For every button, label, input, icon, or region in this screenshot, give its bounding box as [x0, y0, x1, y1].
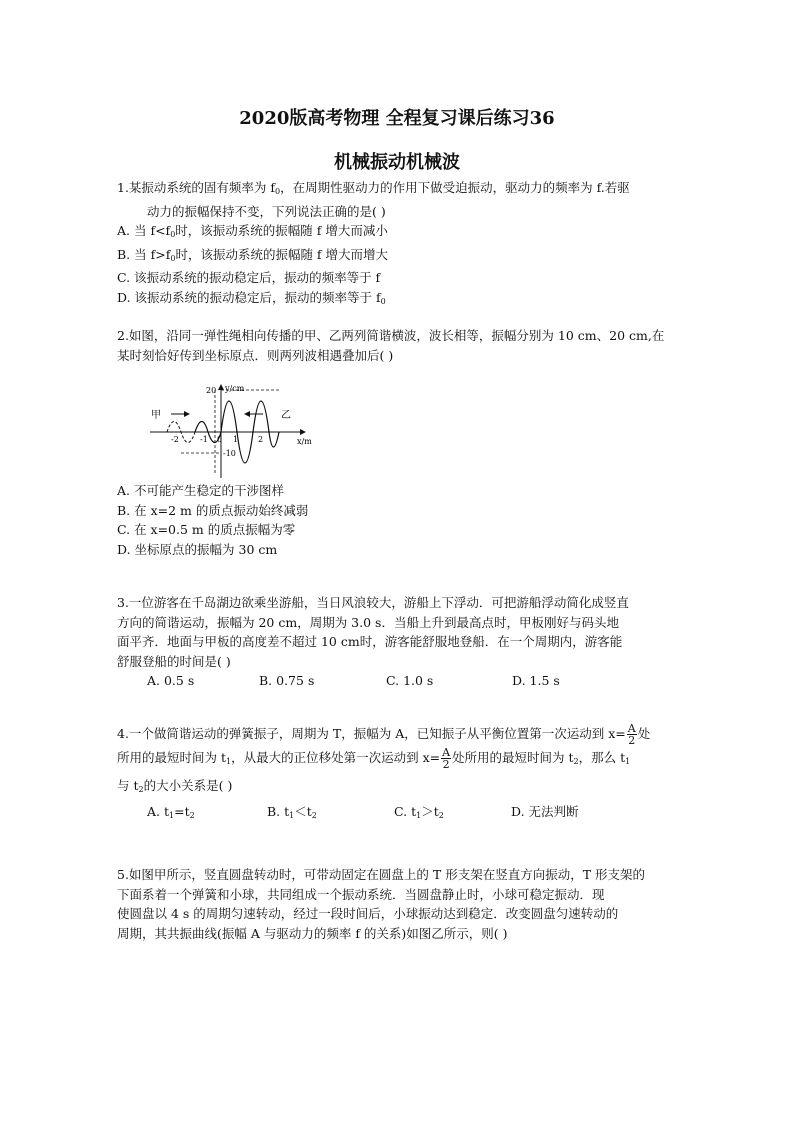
question-4-stem-line1: 4.一个做简谐运动的弹簧振子，周期为 T，振幅为 A，已知振子从平衡位置第一次运动到 x= $\frac{A}{2}$ 处	[117, 722, 651, 747]
question-2-options	[117, 481, 702, 559]
question-4	[117, 722, 702, 826]
question-5-stem-line1: 5.如图甲所示，竖直圆盘转动时，可带动固定在圆盘上的 T 形支架在竖直方向振动，T 形支架的	[117, 867, 646, 882]
question-2	[117, 326, 702, 365]
page-subtitle: 机械振动机械波	[334, 152, 460, 173]
page-title: 2020版高考物理 全程复习课后练习36	[239, 108, 555, 129]
wave-jia-label: 甲	[151, 410, 161, 421]
question-1-option-b: B. 当 $f>f_0$时，该振动系统的振幅随 f 增大而增大	[117, 246, 389, 263]
question-4-stem-line2: 所用的最短时间为 $t_1$，从最大的正位移处第一次运动到 x= $\frac{A}{2}$ 处所用的最短时间为 $t_2$，那么 $t_1$	[117, 746, 631, 771]
wave-figure	[145, 382, 325, 482]
question-3-stem-line3: 面平齐．地面与甲板的高度差不超过 10 cm时，游客能舒服地登船．在一个周期内，游客能	[117, 634, 623, 649]
fraction-a-over-2-second: $\frac{A}{2}$	[442, 746, 451, 771]
question-1-option-a: A. 当 $f<f_0$时，该振动系统的振幅随 f 增大而减小	[117, 223, 388, 239]
wave-yi-label: 乙	[281, 410, 291, 421]
question-4-option-b: B. $t_1<t_2$	[267, 804, 317, 820]
question-5	[117, 865, 702, 943]
question-5-stem-line4: 周期，其共振曲线(振幅 A 与驱动力的频率 f 的关系)如图乙所示，则( )	[117, 925, 508, 941]
question-1-stem: 1.某振动系统的固有频率为 $f_0$，在周期性驱动力的作用下做受迫振动，驱动力的频率为 f.若驱	[117, 180, 630, 196]
question-4-option-a: A. $t_1=t_2$	[147, 804, 195, 820]
question-1-option-c: C. 该振动系统的振动稳定后，振动的频率等于 f	[117, 270, 381, 285]
question-1-stem-line2: 动力的振幅保持不变，下列说法正确的是( )	[147, 203, 386, 219]
question-4-options	[147, 802, 702, 826]
question-2-stem-line2: 某时刻恰好传到坐标原点．则两列波相遇叠加后( )	[117, 347, 394, 363]
x-tick-minus1: -1	[200, 435, 208, 444]
fraction-a-over-2: $\frac{A}{2}$	[627, 722, 636, 747]
question-3-options	[147, 671, 702, 691]
question-1-option-d: D. 该振动系统的振动稳定后，振动的频率等于 $f_0$	[117, 289, 386, 306]
question-4-stem-line3: 与 $t_2$的大小关系是( )	[117, 778, 233, 794]
y-tick-minus10: -10	[223, 449, 236, 458]
question-2-option-d: D. 坐标原点的振幅为 30 cm	[117, 541, 278, 557]
y-axis-label: y/cm	[225, 384, 245, 393]
question-1	[117, 178, 702, 311]
question-2-option-a: A. 不可能产生稳定的干涉图样	[117, 483, 284, 498]
question-4-option-d: D. 无法判断	[511, 804, 579, 819]
x-tick-1: 1	[233, 435, 239, 444]
question-5-stem-line2: 下面系着一个弹簧和小球，共同组成一个振动系统．当圆盘静止时，小球可稳定振动．现	[117, 886, 605, 902]
question-2-option-c: C. 在 x=0.5 m 的质点振幅为零	[117, 522, 296, 537]
question-3-stem-line4: 舒服登船的时间是( )	[117, 653, 231, 669]
x-tick-0: 0	[217, 435, 223, 444]
question-3-stem-line2: 方向的简谐运动，振幅为 20 cm，周期为 3.0 s．当船上升到最高点时，甲板刚好与码头地	[117, 614, 619, 630]
x-axis-label: x/m	[297, 437, 312, 446]
question-3-option-c: C. 1.0 s	[386, 673, 434, 688]
x-tick-2: 2	[258, 435, 264, 444]
y-tick-20: 20	[206, 386, 217, 395]
question-3-option-a: A. 0.5 s	[147, 673, 195, 688]
question-2-stem-line1: 2.如图，沿同一弹性绳相向传播的甲、乙两列简谐横波，波长相等，振幅分别为 10 cm、20 cm,在	[117, 328, 665, 343]
question-2-option-b: B. 在 x=2 m 的质点振动始终减弱	[117, 502, 309, 518]
question-3	[117, 593, 702, 691]
question-3-stem-line1: 3.一位游客在千岛湖边欲乘坐游船，当日风浪较大，游船上下浮动．可把游船浮动简化成竖直	[117, 595, 629, 610]
x-tick-minus2: -2	[171, 435, 179, 444]
question-4-option-c: C. $t_1>t_2$	[394, 804, 444, 820]
question-3-option-d: D. 1.5 s	[512, 673, 560, 688]
question-5-stem-line3: 使圆盘以 4 s 的周期匀速转动，经过一段时间后，小球振动达到稳定．改变圆盘匀速转动的	[117, 906, 619, 921]
question-3-option-b: B. 0.75 s	[259, 673, 315, 688]
